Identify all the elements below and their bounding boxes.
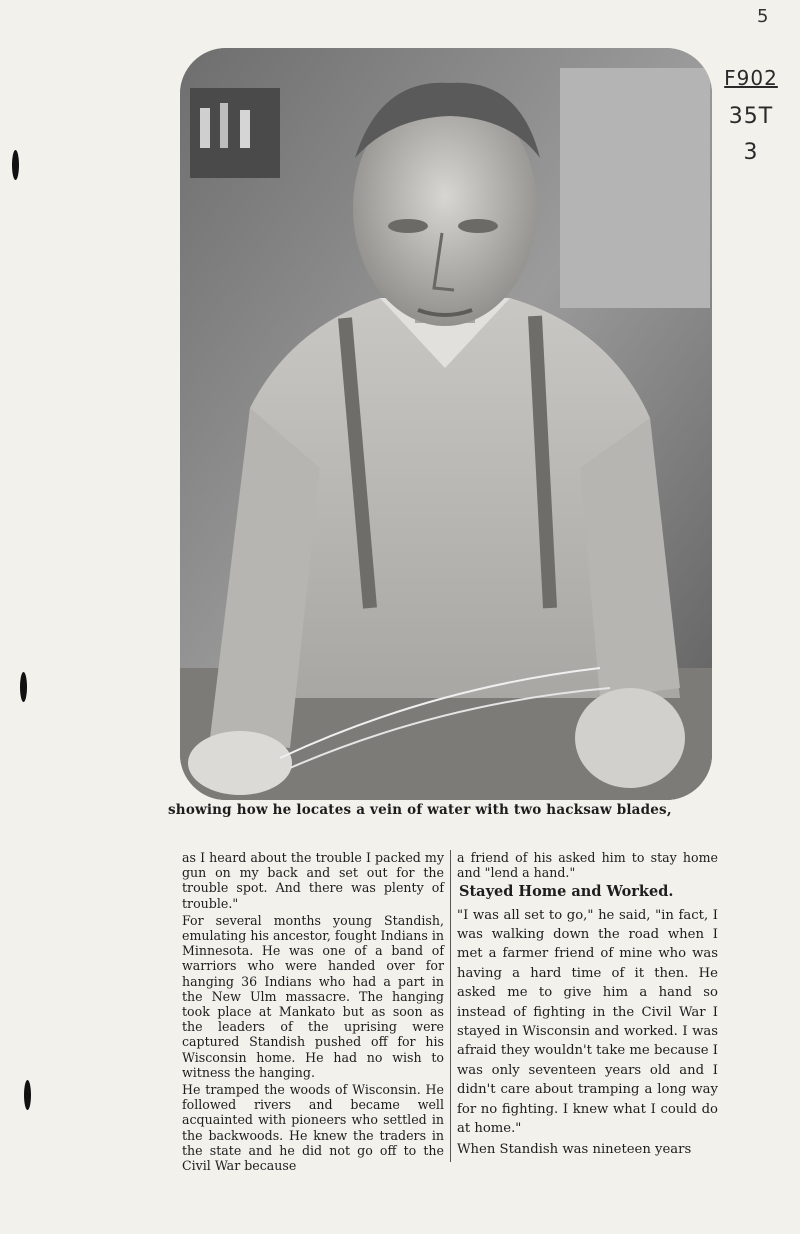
article-paragraph-lead: a friend of his asked him to stay home and "lend a hand." — [457, 850, 718, 881]
article-column-left — [182, 850, 444, 1175]
article-paragraph: as I heard about the trouble I packed my gun on my back and set out for the trouble spot. And there was plenty of trouble." — [182, 850, 444, 911]
article-paragraph: For several months young Standish, emulating his ancestor, fought Indians in Minnesota. He was one of a band of warriors who were handed over for hanging 36 Indians who had a part in the New Ulm massacre. The hanging took place at Mankato but as soon as the leaders of the uprising were captured Standish pushed off for his Wisconsin home. He had no wish to witness the hanging. — [182, 912, 444, 1080]
photo-caption: showing how he locates a vein of water with two hacksaw blades, — [168, 802, 672, 818]
portrait-photo — [180, 48, 712, 800]
handwritten-code-line-3: 3 — [743, 140, 759, 165]
punch-hole-mark — [24, 1080, 31, 1110]
man-with-hacksaw-blades-illustration — [180, 48, 712, 800]
handwritten-code-line-2: 35T — [728, 104, 774, 129]
article-paragraph: When Standish was nineteen years — [457, 1142, 692, 1158]
article-column-right — [450, 850, 718, 1162]
article-paragraph: He tramped the woods of Wisconsin. He followed rivers and became well acquainted with pioneers who settled in the backwoods. He knew the traders in the state and he did not go off to the Civil War because — [182, 1082, 444, 1174]
page-number: 5 — [757, 6, 769, 27]
article-paragraph: "I was all set to go," he said, "in fact, I was walking down the road when I met a farmer friend of mine who was having a hard time of it then. He asked me to give him a hand so instead of fighting in the Civil War I stayed in Wisconsin and worked. I was afraid they wouldn't take me because I was only seventeen years old and I didn't care about tramping a long way for no fighting. I knew what I could do at home." — [457, 907, 718, 1137]
punch-hole-mark — [12, 150, 19, 180]
punch-hole-mark — [20, 672, 27, 702]
handwritten-code-line-1: F902 — [724, 66, 778, 90]
article-subheading: Stayed Home and Worked. — [459, 883, 674, 901]
